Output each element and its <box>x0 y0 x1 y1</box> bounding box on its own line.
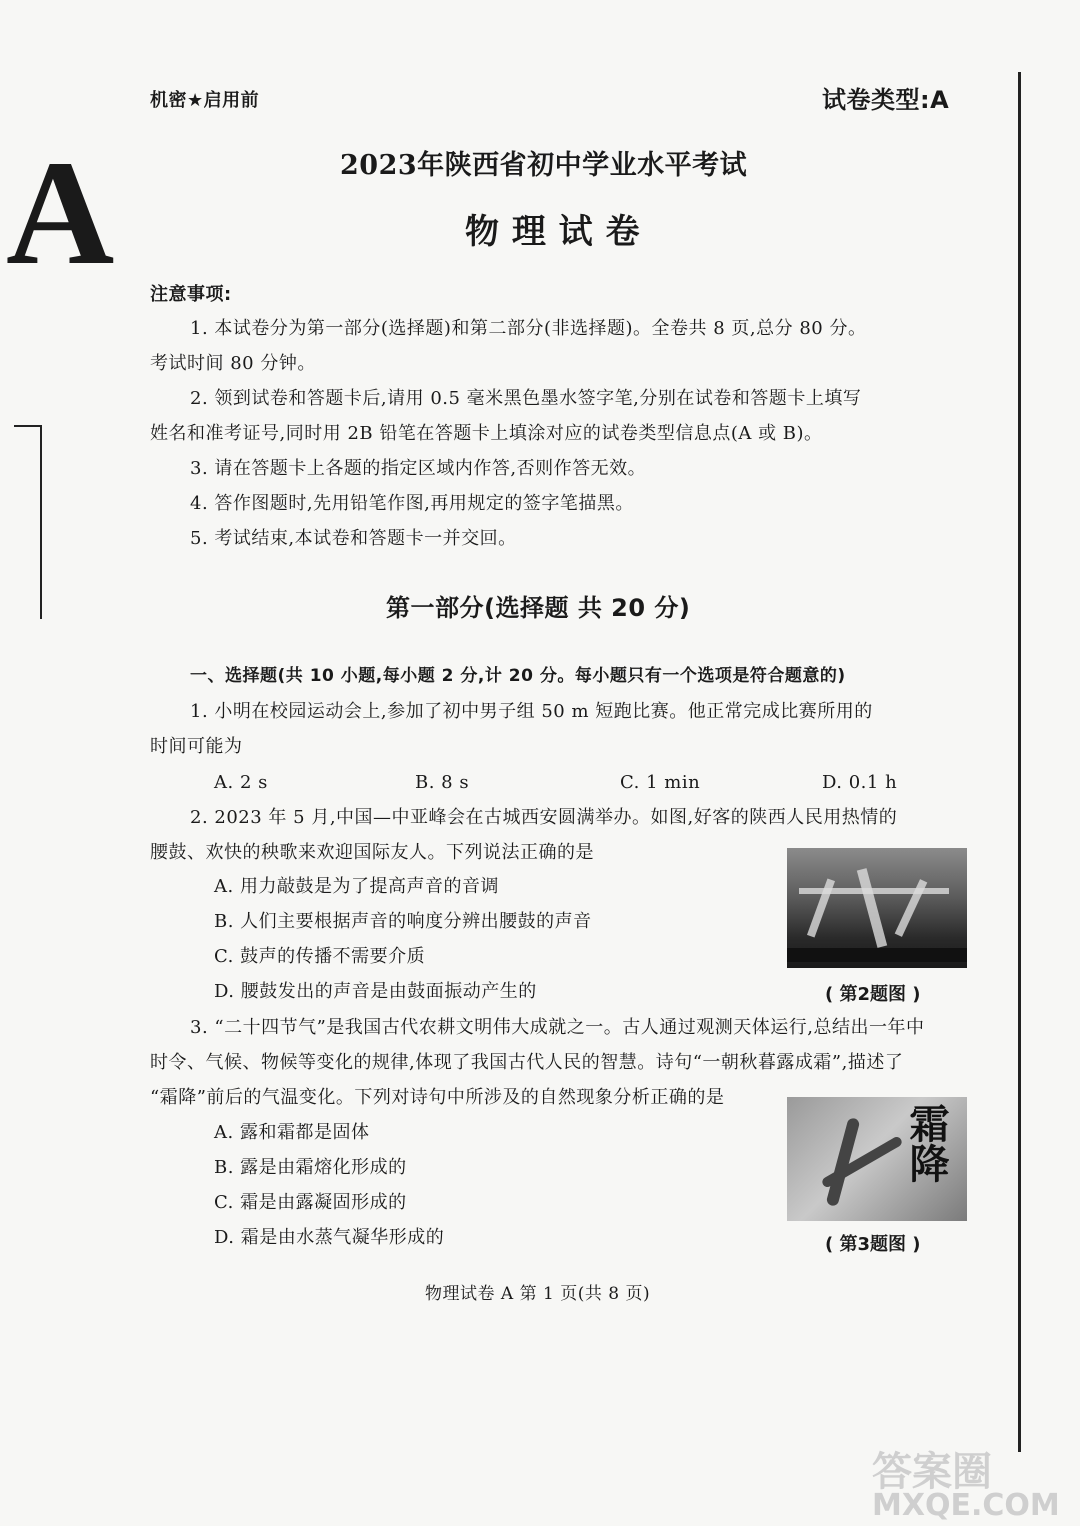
watermark-logo: 答案圈 <box>872 1449 992 1495</box>
note-line: 1. 本试卷分为第一部分(选择题)和第二部分(非选择题)。全卷共 8 页,总分 80 分。 <box>190 318 867 339</box>
note-line: 4. 答作图题时,先用铅笔作图,再用规定的签字笔描黑。 <box>190 493 634 514</box>
right-margin-rule <box>1018 72 1021 1452</box>
q3-figure-text: 霜降 <box>903 1103 949 1183</box>
q2-figure-drum-dance <box>787 848 967 968</box>
q3-option-c: C. 霜是由露凝固形成的 <box>214 1192 407 1213</box>
q3-stem: 时令、气候、物候等变化的规律,体现了我国古代人民的智慧。诗句“一朝秋暮露成霜”,描述了 <box>150 1052 904 1073</box>
q3-figure-frost <box>787 1097 967 1221</box>
q3-option-a: A. 露和霜都是固体 <box>214 1122 370 1143</box>
q2-option-a: A. 用力敲鼓是为了提高声音的音调 <box>214 876 499 897</box>
figure-banner <box>787 948 967 962</box>
exam-title: 2023年陕西省初中学业水平考试 <box>340 150 748 181</box>
confidential-label: 机密★启用前 <box>150 90 260 111</box>
q2-stem: 腰鼓、欢快的秧歌来欢迎国际友人。下列说法正确的是 <box>150 842 594 863</box>
left-margin-bracket <box>14 425 42 619</box>
q3-stem: “霜降”前后的气温变化。下列对诗句中所涉及的自然现象分析正确的是 <box>150 1087 725 1108</box>
note-line: 2. 领到试卷和答题卡后,请用 0.5 毫米黑色墨水签字笔,分别在试卷和答题卡上填写 <box>190 388 862 409</box>
paper-type-label: 试卷类型:A <box>822 86 950 114</box>
q3-option-d: D. 霜是由水蒸气凝华形成的 <box>214 1227 445 1248</box>
q1-option-b: B. 8 s <box>415 772 470 793</box>
q3-stem: 3. “二十四节气”是我国古代农耕文明伟大成就之一。古人通过观测天体运行,总结出一年中 <box>190 1017 925 1038</box>
q2-option-c: C. 鼓声的传播不需要介质 <box>214 946 426 967</box>
q1-option-c: C. 1 min <box>620 772 701 793</box>
q1-option-d: D. 0.1 h <box>822 772 898 793</box>
q2-figure-caption: ( 第2题图 ) <box>825 984 921 1005</box>
q2-option-d: D. 腰鼓发出的声音是由鼓面振动产生的 <box>214 981 537 1002</box>
paper-type-letter: A <box>6 130 115 296</box>
q1-stem: 1. 小明在校园运动会上,参加了初中男子组 50 m 短跑比赛。他正常完成比赛所用的 <box>190 701 873 722</box>
part1-heading: 第一部分(选择题 共 20 分) <box>386 594 691 622</box>
note-line: 姓名和准考证号,同时用 2B 铅笔在答题卡上填涂对应的试卷类型信息点(A 或 B)。 <box>150 423 823 444</box>
exam-subtitle: 物 理 试 卷 <box>465 212 641 252</box>
notes-heading: 注意事项: <box>150 284 232 305</box>
note-line: 3. 请在答题卡上各题的指定区域内作答,否则作答无效。 <box>190 458 647 479</box>
note-line: 5. 考试结束,本试卷和答题卡一并交回。 <box>190 528 517 549</box>
note-line: 考试时间 80 分钟。 <box>150 353 316 374</box>
section-heading: 一、选择题(共 10 小题,每小题 2 分,计 20 分。每小题只有一个选项是符合题意的) <box>190 666 846 686</box>
watermark-url: MXQE.COM <box>872 1488 1060 1523</box>
q2-stem: 2. 2023 年 5 月,中国—中亚峰会在古城西安圆满举办。如图,好客的陕西人民用热情的 <box>190 807 898 828</box>
q3-figure-caption: ( 第3题图 ) <box>825 1234 921 1255</box>
figure-detail <box>857 868 887 948</box>
q1-option-a: A. 2 s <box>214 772 268 793</box>
q2-option-b: B. 人们主要根据声音的响度分辨出腰鼓的声音 <box>214 911 592 932</box>
q3-option-b: B. 露是由霜熔化形成的 <box>214 1157 407 1178</box>
page-footer: 物理试卷 A 第 1 页(共 8 页) <box>425 1284 651 1304</box>
q1-stem: 时间可能为 <box>150 736 243 757</box>
